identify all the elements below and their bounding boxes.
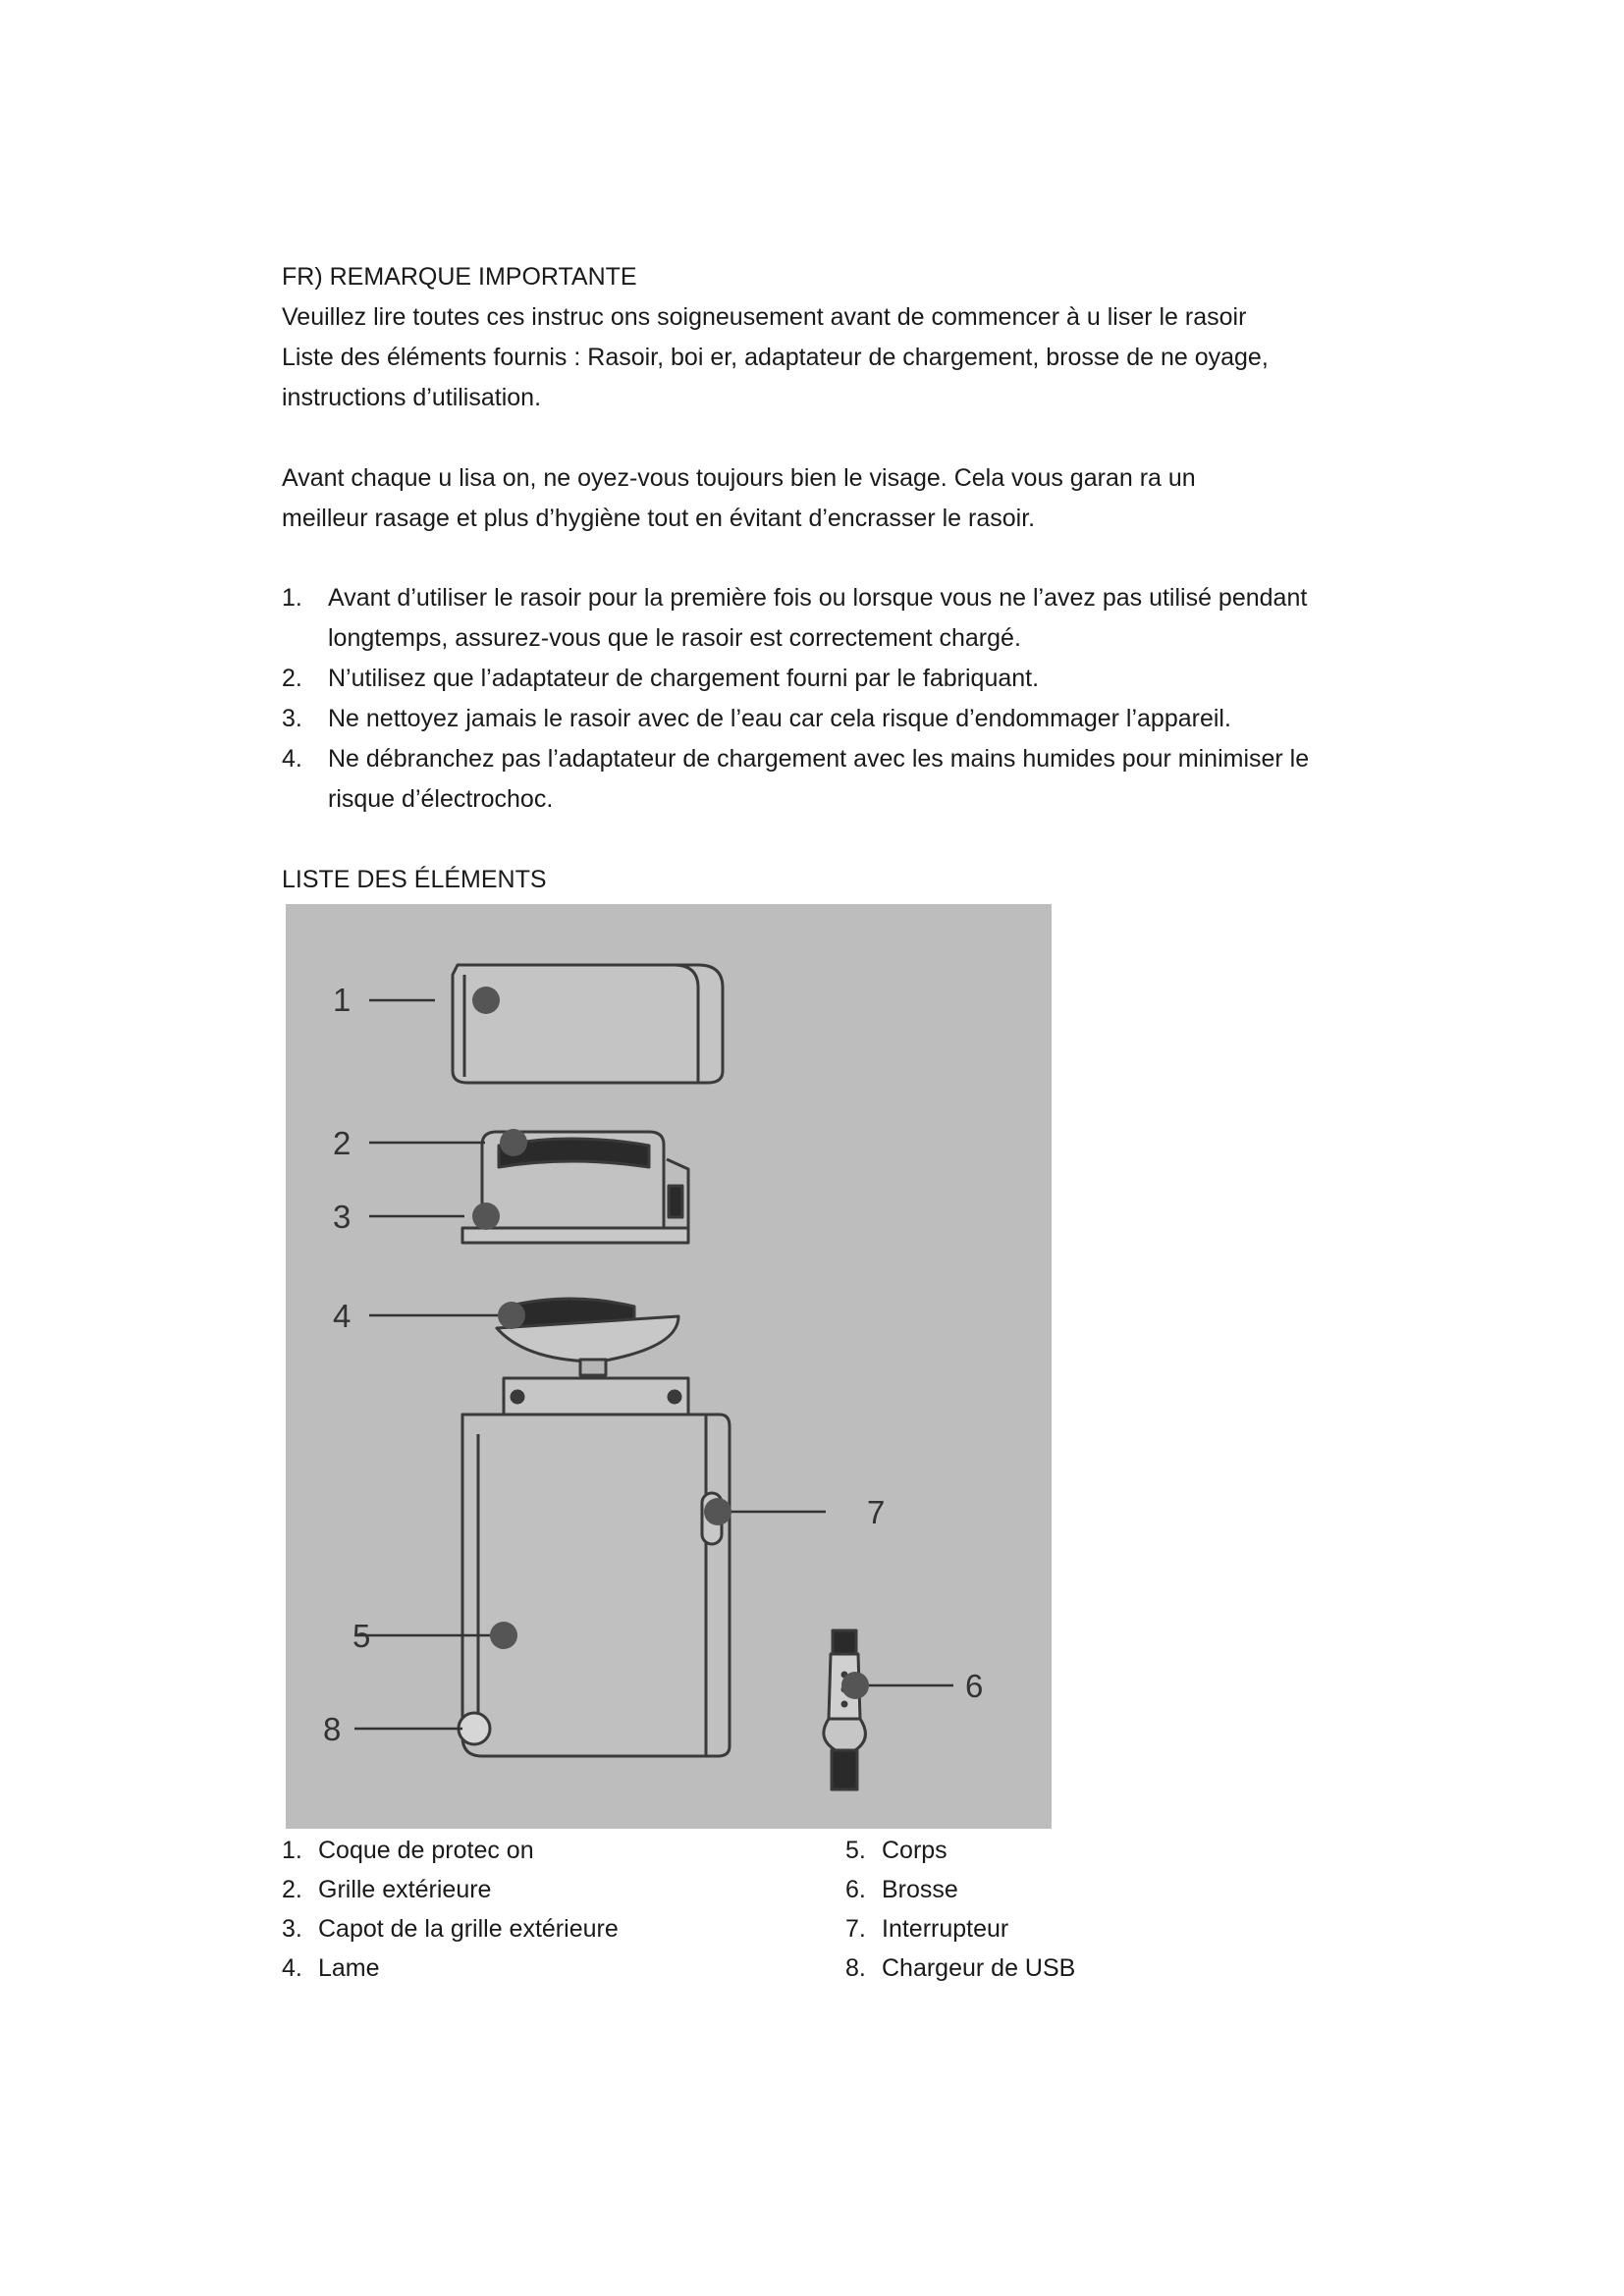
diagram-label-7: 7 <box>867 1494 886 1530</box>
legend-item <box>282 1909 619 1949</box>
warning-text: Avant d’utiliser le rasoir pour la première fois ou lorsque vous ne l’avez pas utilisé pendant longtemps, assurez-vous que le rasoir est correctement chargé. <box>328 584 1308 652</box>
legend-text: Capot de la grille extérieure <box>318 1915 619 1943</box>
legend-item <box>845 1870 1075 1909</box>
callout-dot <box>500 1129 527 1156</box>
callout-dot <box>704 1498 731 1525</box>
shaver-body-drawing <box>459 1378 730 1756</box>
legend-text: Grille extérieure <box>318 1876 492 1903</box>
intro-paragraph <box>282 297 1372 418</box>
warning-item <box>282 659 1372 699</box>
diagram-label-6: 6 <box>965 1668 984 1704</box>
legend-text: Lame <box>318 1954 380 1982</box>
diagram-label-3: 3 <box>333 1199 352 1235</box>
diagram-label-4: 4 <box>333 1298 352 1334</box>
shaver-parts-diagram <box>286 904 1052 1829</box>
section-title: FR) REMARQUE IMPORTANTE <box>282 263 637 291</box>
preparation-line: meilleur rasage et plus d’hygiène tout en évitant d’encrasser le rasoir. <box>282 505 1036 532</box>
protective-cap-drawing <box>453 965 723 1083</box>
legend-text: Brosse <box>882 1876 958 1903</box>
legend-text: Corps <box>882 1837 947 1864</box>
callout-dot <box>498 1302 525 1329</box>
legend-text: Interrupteur <box>882 1915 1009 1943</box>
legend-number: 5. <box>845 1837 866 1864</box>
legend-item <box>282 1870 619 1909</box>
legend-item <box>282 1831 619 1870</box>
legend-number: 1. <box>282 1837 302 1864</box>
warning-item <box>282 699 1372 739</box>
warning-number: 2. <box>282 665 302 692</box>
warnings-list <box>282 578 1372 820</box>
legend-item <box>845 1831 1075 1870</box>
warning-text: Ne nettoyez jamais le rasoir avec de l’eau car cela risque d’endommager l’appareil. <box>328 705 1231 732</box>
foil-cover-drawing <box>462 1132 688 1243</box>
legend-number: 6. <box>845 1876 866 1903</box>
warning-item <box>282 739 1372 820</box>
warning-text: Ne débranchez pas l’adaptateur de chargement avec les mains humides pour minimiser le risque d’électrochoc. <box>328 745 1310 813</box>
legend-number: 8. <box>845 1954 866 1982</box>
legend-number: 2. <box>282 1876 302 1903</box>
warning-number: 1. <box>282 584 302 612</box>
intro-line: Veuillez lire toutes ces instruc ons soigneusement avant de commencer à u liser le rasoir <box>282 303 1247 331</box>
legend-text: Chargeur de USB <box>882 1954 1076 1982</box>
parts-list-title: LISTE DES ÉLÉMENTS <box>282 866 547 893</box>
cleaning-brush-drawing <box>824 1630 866 1789</box>
parts-legend-left <box>282 1831 619 1988</box>
diagram-label-1: 1 <box>333 982 352 1018</box>
preparation-line: Avant chaque u lisa on, ne oyez-vous toujours bien le visage. Cela vous garan ra un <box>282 464 1196 492</box>
warning-number: 3. <box>282 705 302 732</box>
warning-item <box>282 578 1372 659</box>
callout-dot <box>472 1202 500 1230</box>
legend-item <box>845 1949 1075 1988</box>
intro-line: Liste des éléments fournis : Rasoir, boi er, adaptateur de chargement, brosse de ne oyage, <box>282 344 1269 371</box>
parts-legend-right <box>845 1831 1075 1988</box>
intro-line: instructions d’utilisation. <box>282 384 542 411</box>
warning-number: 4. <box>282 745 302 773</box>
preparation-paragraph <box>282 458 1372 539</box>
legend-number: 3. <box>282 1915 302 1943</box>
legend-text: Coque de protec on <box>318 1837 534 1864</box>
callout-dot <box>490 1622 517 1649</box>
diagram-label-2: 2 <box>333 1125 352 1161</box>
legend-item <box>845 1909 1075 1949</box>
diagram-label-8: 8 <box>323 1711 342 1747</box>
diagram-label-5: 5 <box>352 1618 371 1654</box>
warning-text: N’utilisez que l’adaptateur de chargement fourni par le fabriquant. <box>328 665 1040 692</box>
callout-dot <box>472 987 500 1014</box>
legend-item <box>282 1949 619 1988</box>
legend-number: 7. <box>845 1915 866 1943</box>
callout-dot <box>841 1672 869 1699</box>
legend-number: 4. <box>282 1954 302 1982</box>
